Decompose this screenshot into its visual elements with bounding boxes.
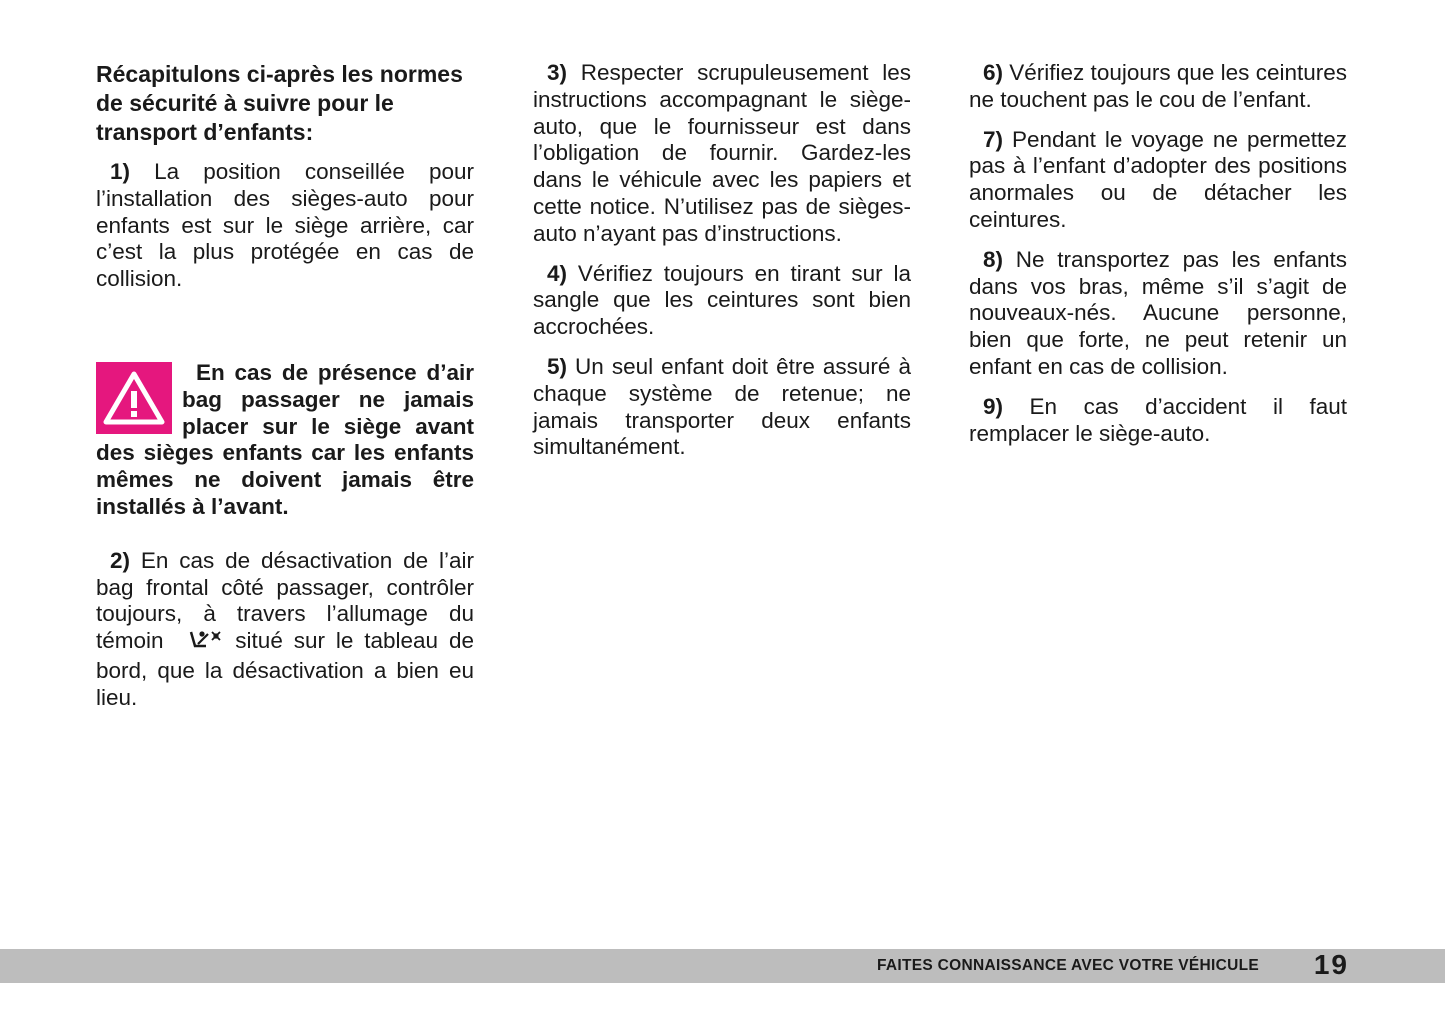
rule-text: Un seul enfant doit être assuré à chaque système de retenue; ne jamais transporter deux enfants simultanément. — [533, 353, 911, 460]
rule-text-b: situé sur le tableau de bord, que la désactivation a bien eu lieu. — [96, 628, 474, 710]
warning-text-part2: des sièges enfants car les enfants mêmes ne doivent jamais être installés à l’avant. — [96, 440, 474, 519]
warning-triangle-icon — [96, 362, 172, 434]
rule-number: 2) — [110, 547, 131, 573]
rule-text: Respecter scrupuleusement les instructions accompagnant le siège-auto, que le fournisseur est dans l’obligation de fournir. Gardez-les dans le véhicule avec les papiers et cette notice. N’utilisez pas de sièges-auto n’ayant pas d’instructions. — [533, 60, 911, 246]
rule-text: Vérifiez toujours en tirant sur la sangle que les ceintures sont bien accrochées. — [533, 260, 911, 340]
rule-number: 7) — [983, 126, 1004, 152]
rule-number: 5) — [547, 353, 568, 379]
rule-text: Pendant le voyage ne permettez pas à l’enfant d’adopter des positions anormales ou de détacher les ceintures. — [969, 126, 1347, 232]
rule-number: 8) — [983, 246, 1004, 272]
rule-3 — [533, 60, 911, 248]
rule-1 — [96, 159, 474, 293]
rule-text-a: En cas de désactivation de l’air bag frontal côté passager, contrôler toujours, à travers l’allumage du témoin — [96, 547, 474, 654]
rule-6 — [969, 60, 1347, 114]
rule-8 — [969, 247, 1347, 381]
rule-text: En cas d’accident il faut remplacer le siège-auto. — [969, 393, 1347, 446]
rule-4 — [533, 261, 911, 341]
warning-text-part1: En cas de présence d’air bag passager ne jamais placer sur le siège avant — [182, 359, 474, 439]
section-intro: Récapitulons ci-après les normes de sécurité à suivre pour le transport d’enfants: — [96, 61, 463, 145]
rule-2 — [96, 548, 474, 712]
rule-number: 3) — [547, 60, 568, 85]
rule-number: 9) — [983, 393, 1004, 419]
chapter-title: FAITES CONNAISSANCE AVEC VOTRE VÉHICULE — [876, 957, 1259, 974]
rule-5 — [533, 354, 911, 461]
rule-number: 1) — [110, 159, 131, 184]
rule-text: La position conseillée pour l’installation des sièges-auto pour enfants est sur le siège arrière, car c’est la plus protégée en cas de collision. — [96, 159, 474, 292]
airbag-warning — [96, 360, 474, 521]
rule-9 — [969, 394, 1347, 448]
page-footer — [0, 949, 1445, 983]
airbag-off-indicator-icon — [174, 629, 224, 658]
column-left — [96, 60, 474, 725]
rule-7 — [969, 127, 1347, 234]
rule-number: 6) — [983, 60, 1004, 85]
rule-text: Vérifiez toujours que les ceintures ne touchent pas le cou de l’enfant. — [969, 60, 1347, 112]
rule-number: 4) — [547, 260, 568, 286]
column-middle — [533, 60, 911, 474]
column-right — [969, 60, 1347, 460]
page-number: 19 — [1313, 949, 1349, 980]
rule-text: Ne transportez pas les enfants dans vos bras, même s’il s’agit de nouveaux-nés. Aucune personne, bien que forte, ne peut retenir un enfant en cas de collision. — [969, 246, 1347, 379]
